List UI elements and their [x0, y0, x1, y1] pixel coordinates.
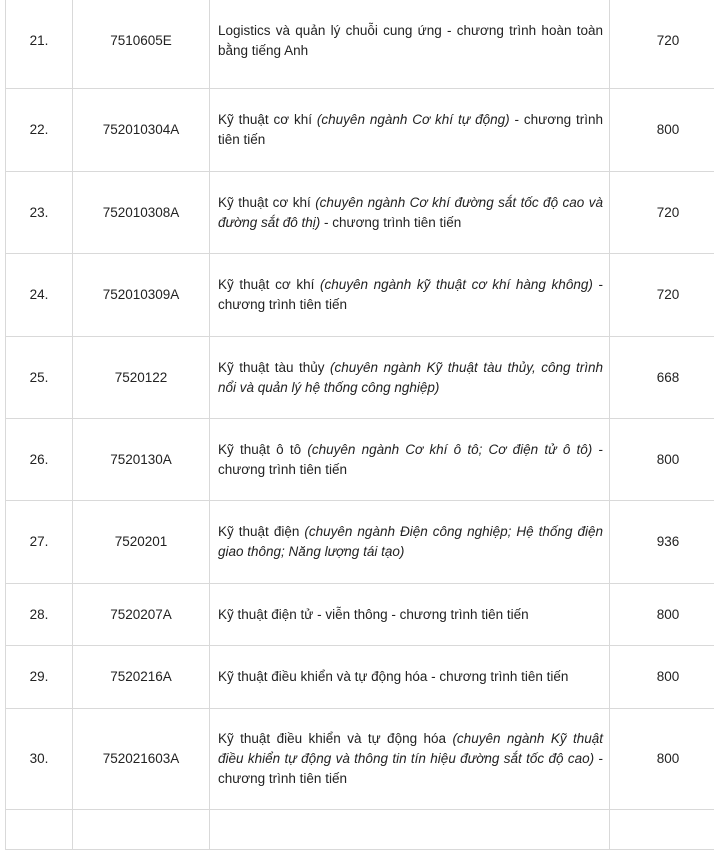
table-row — [6, 0, 714, 89]
major-name — [210, 709, 610, 810]
major-name-specialization: (chuyên ngành Điện công nghiệp; Hệ thống điện giao thông; Năng lượng tái tạo) — [218, 524, 603, 559]
table-row — [6, 646, 714, 709]
major-name-suffix: - chương trình tiên tiến — [218, 442, 603, 477]
table-row — [6, 172, 714, 254]
major-code — [73, 810, 210, 850]
score — [610, 810, 714, 850]
major-name — [210, 337, 610, 419]
table-row — [6, 254, 714, 337]
major-name — [210, 254, 610, 337]
table-row — [6, 419, 714, 501]
major-name — [210, 89, 610, 172]
score: 800 — [610, 709, 714, 810]
major-code: 752010308A — [73, 172, 210, 254]
row-number: 29. — [6, 646, 73, 709]
major-name-text: Kỹ thuật cơ khí — [218, 277, 320, 292]
major-name-text: Logistics và quản lý chuỗi cung ứng - chương trình hoàn toàn bằng tiếng Anh — [218, 23, 603, 58]
major-code: 752010304A — [73, 89, 210, 172]
major-name-text: Kỹ thuật cơ khí — [218, 195, 315, 210]
major-code: 7520130A — [73, 419, 210, 501]
row-number: 30. — [6, 709, 73, 810]
row-number: 27. — [6, 501, 73, 584]
major-code: 7520122 — [73, 337, 210, 419]
major-name-text: Kỹ thuật điều khiển và tự động hóa — [218, 731, 452, 746]
row-number: 23. — [6, 172, 73, 254]
score: 720 — [610, 172, 714, 254]
major-name-text: Kỹ thuật ô tô — [218, 442, 307, 457]
admission-table — [5, 0, 714, 850]
score: 800 — [610, 646, 714, 709]
row-number — [6, 810, 73, 850]
major-name-text: Kỹ thuật cơ khí — [218, 112, 317, 127]
major-code: 7520201 — [73, 501, 210, 584]
table-row — [6, 501, 714, 584]
row-number: 21. — [6, 0, 73, 89]
major-name-suffix: - chương trình tiên tiến — [218, 277, 603, 312]
score: 800 — [610, 419, 714, 501]
table-row — [6, 709, 714, 810]
major-name-specialization: (chuyên ngành Cơ khí đường sắt tốc độ cao và đường sắt đô thị) — [218, 195, 603, 230]
major-name-text: Kỹ thuật điều khiển và tự động hóa - chương trình tiên tiến — [218, 669, 568, 684]
major-code: 752021603A — [73, 709, 210, 810]
major-name — [210, 501, 610, 584]
score: 720 — [610, 254, 714, 337]
table-row — [6, 89, 714, 172]
row-number: 26. — [6, 419, 73, 501]
row-number: 28. — [6, 584, 73, 646]
major-code: 752010309A — [73, 254, 210, 337]
major-name-specialization: (chuyên ngành Kỹ thuật tàu thủy, công trình nổi và quản lý hệ thống công nghiệp) — [218, 360, 603, 395]
major-name-text: Kỹ thuật điện — [218, 524, 304, 539]
major-name — [210, 419, 610, 501]
score: 800 — [610, 584, 714, 646]
major-code: 7520216A — [73, 646, 210, 709]
major-name-specialization: (chuyên ngành Cơ khí tự động) — [317, 112, 510, 127]
major-name-specialization: (chuyên ngành Cơ khí ô tô; Cơ điện tử ô tô) — [307, 442, 592, 457]
major-name — [210, 172, 610, 254]
major-name — [210, 0, 610, 89]
table-row — [6, 584, 714, 646]
major-name-suffix: - chương trình tiên tiến — [218, 751, 603, 786]
major-code: 7510605E — [73, 0, 210, 89]
major-name — [210, 584, 610, 646]
major-name-suffix: - chương trình tiên tiến — [320, 215, 461, 230]
major-name-text: Kỹ thuật tàu thủy — [218, 360, 330, 375]
score: 936 — [610, 501, 714, 584]
row-number: 25. — [6, 337, 73, 419]
score: 668 — [610, 337, 714, 419]
row-number: 22. — [6, 89, 73, 172]
major-code: 7520207A — [73, 584, 210, 646]
major-name — [210, 810, 610, 850]
table-row — [6, 337, 714, 419]
score: 720 — [610, 0, 714, 89]
major-name — [210, 646, 610, 709]
table-row — [6, 810, 714, 850]
row-number: 24. — [6, 254, 73, 337]
major-name-suffix: - chương trình tiên tiến — [218, 112, 603, 147]
score: 800 — [610, 89, 714, 172]
major-name-text: Kỹ thuật điện tử - viễn thông - chương trình tiên tiến — [218, 607, 529, 622]
major-name-specialization: (chuyên ngành kỹ thuật cơ khí hàng không) — [320, 277, 593, 292]
major-name-specialization: (chuyên ngành Kỹ thuật điều khiển tự động và thông tin tín hiệu đường sắt tốc độ cao) — [218, 731, 603, 766]
